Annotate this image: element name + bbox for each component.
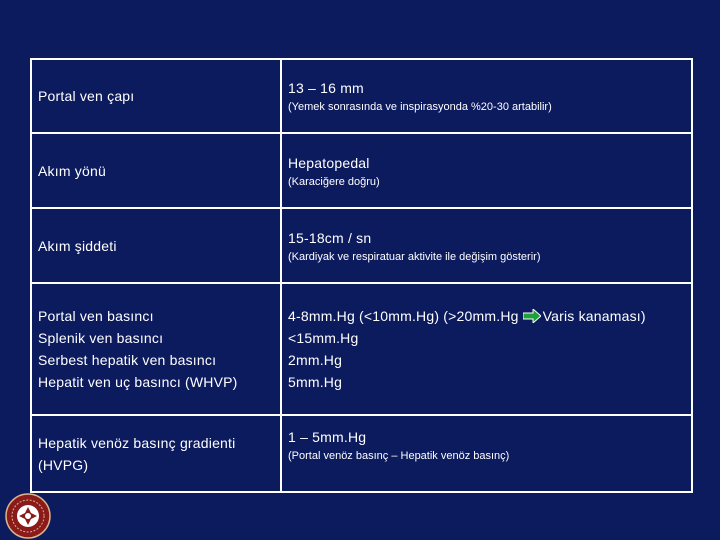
row-value — [281, 415, 692, 492]
table-row — [31, 133, 692, 208]
note-text: (Yemek sonrasında ve inspirasyonda %20-30 artabilir) — [288, 101, 552, 113]
value-text: Hepatopedal — [288, 154, 370, 171]
label-text: Hepatik venöz basınç gradienti (HVPG) — [38, 434, 236, 473]
info-table — [30, 58, 693, 493]
note-text: (Kardiyak ve respiratuar aktivite ile değişim gösterir) — [288, 250, 541, 263]
university-seal-logo — [4, 492, 52, 540]
label-text: Akım yönü — [38, 162, 106, 179]
row-label — [31, 283, 281, 415]
row-label — [31, 133, 281, 208]
table-row — [31, 59, 692, 133]
value-line: 5mm.Hg — [288, 374, 343, 390]
table-row — [31, 283, 692, 415]
value-line: <15mm.Hg — [288, 330, 359, 346]
row-label — [31, 415, 281, 492]
value-line — [288, 305, 685, 327]
table-row — [31, 415, 692, 492]
label-line: Splenik ven basıncı — [38, 330, 164, 346]
note-text: (Karaciğere doğru) — [288, 175, 380, 188]
table-row — [31, 208, 692, 283]
label-text: Akım şiddeti — [38, 237, 117, 254]
note-text: (Portal venöz basınç – Hepatik venöz basınç) — [288, 450, 510, 462]
label-line: Portal ven basıncı — [38, 308, 154, 324]
row-value — [281, 59, 692, 133]
value-text: 15-18cm / sn — [288, 229, 372, 246]
value-text: 1 – 5mm.Hg — [288, 429, 367, 445]
label-line: Serbest hepatik ven basıncı — [38, 352, 217, 368]
row-value — [281, 208, 692, 283]
label-line: Hepatit ven uç basıncı (WHVP) — [38, 374, 238, 390]
arrow-text: Varis kanaması) — [542, 308, 646, 324]
row-value — [281, 133, 692, 208]
label-text: Portal ven çapı — [38, 88, 135, 104]
value-text: 13 – 16 mm — [288, 80, 364, 96]
row-label — [31, 208, 281, 283]
arrow-right-icon — [523, 309, 541, 323]
row-value — [281, 283, 692, 415]
value-text: 4-8mm.Hg (<10mm.Hg) (>20mm.Hg — [288, 308, 519, 324]
value-line: 2mm.Hg — [288, 352, 343, 368]
row-label — [31, 59, 281, 133]
